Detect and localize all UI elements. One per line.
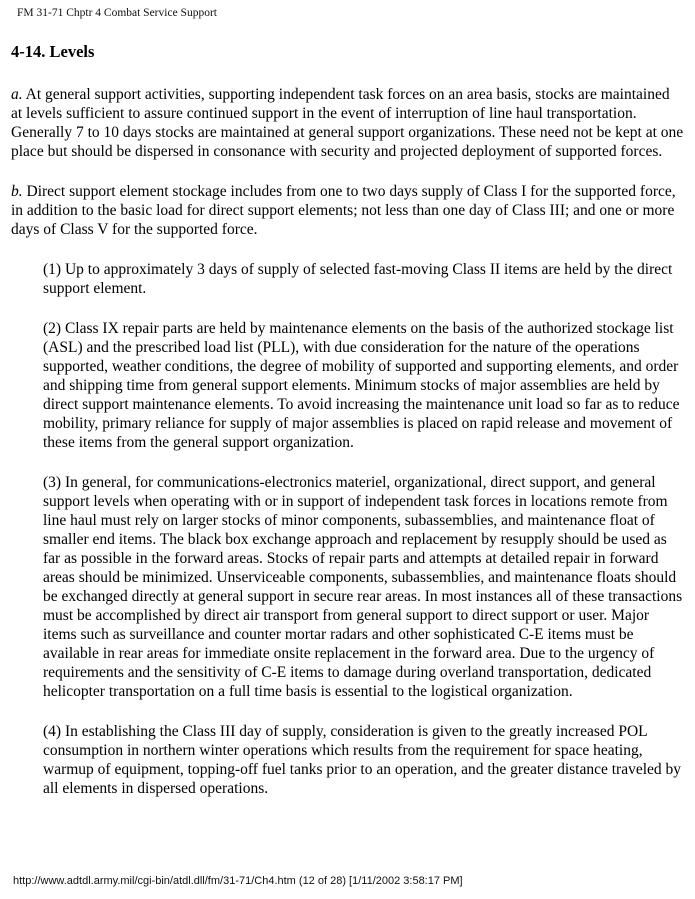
paragraph-b xyxy=(11,182,684,239)
paragraph-text: Direct support element stockage includes from one to two days supply of Class I for the supported force, in addition to the basic load for direct support elements; not less than one day of Class III; and one or more days of Class V for the supported force. xyxy=(11,183,676,238)
subparagraph-2: (2) Class IX repair parts are held by maintenance elements on the basis of the authorized stockage list (ASL) and the prescribed load list (PLL), with due consideration for the nature of the operations supported, weather conditions, the degree of mobility of supported and supporting elements, and order and shipping time from general support elements. Minimum stocks of major assemblies are held by direct support maintenance elements. To avoid increasing the maintenance unit load so far as to reduce mobility, primary reliance for supply of major assemblies is placed on rapid release and movement of these items from the general support organization. xyxy=(43,320,680,451)
paragraph-label: a. xyxy=(11,86,23,103)
document-header: FM 31-71 Chptr 4 Combat Service Support xyxy=(17,7,217,19)
paragraph-text: At general support activities, supporting independent task forces on an area basis, stocks are maintained at levels sufficient to assure continued support in the event of interruption of line haul transportation. Generally 7 to 10 days stocks are maintained at general support organizations. These need not be kept at one place but should be dispersed in consonance with security and projected deployment of supported forces. xyxy=(11,86,684,160)
footer-url: http://www.adtdl.army.mil/cgi-bin/atdl.dll/fm/31-71/Ch4.htm (12 of 28) [1/11/2002 3:58:17 PM] xyxy=(13,875,463,887)
document-body xyxy=(0,42,695,798)
subparagraph-4: (4) In establishing the Class III day of supply, consideration is given to the greatly increased POL consumption in northern winter operations which results from the requirement for space heating, warmup of equipment, topping-off fuel tanks prior to an operation, and the greater distance traveled by all elements in dispersed operations. xyxy=(43,723,682,797)
paragraph-label: b. xyxy=(11,183,23,200)
section-heading: 4-14. Levels xyxy=(11,42,95,61)
subparagraph-1: (1) Up to approximately 3 days of supply of selected fast-moving Class II items are held by the direct support element. xyxy=(43,261,673,297)
subparagraph-3: (3) In general, for communications-electronics materiel, organizational, direct support, and general support levels when operating with or in support of independent task forces in locations remote from line haul must rely on larger stocks of minor components, subassemblies, and maintenance float of smaller end items. The black box exchange approach and replacement by resupply should be used as far as possible in the forward areas. Stocks of repair parts and attempts at detailed repair in forward areas should be minimized. Unserviceable components, subassemblies, and maintenance floats should be exchanged directly at general support in secure rear areas. In most instances all of these transactions must be accomplished by direct air transport from general support to direct support or user. Major items such as surveillance and counter mortar radars and other sophisticated C-E items must be available in rear areas for immediate onsite replacement in the forward area. Due to the urgency of requirements and the sensitivity of C-E items to damage during overland transportation, dedicated helicopter transportation on a full time basis is essential to the logistical organization. xyxy=(43,474,683,700)
paragraph-a xyxy=(11,85,684,161)
